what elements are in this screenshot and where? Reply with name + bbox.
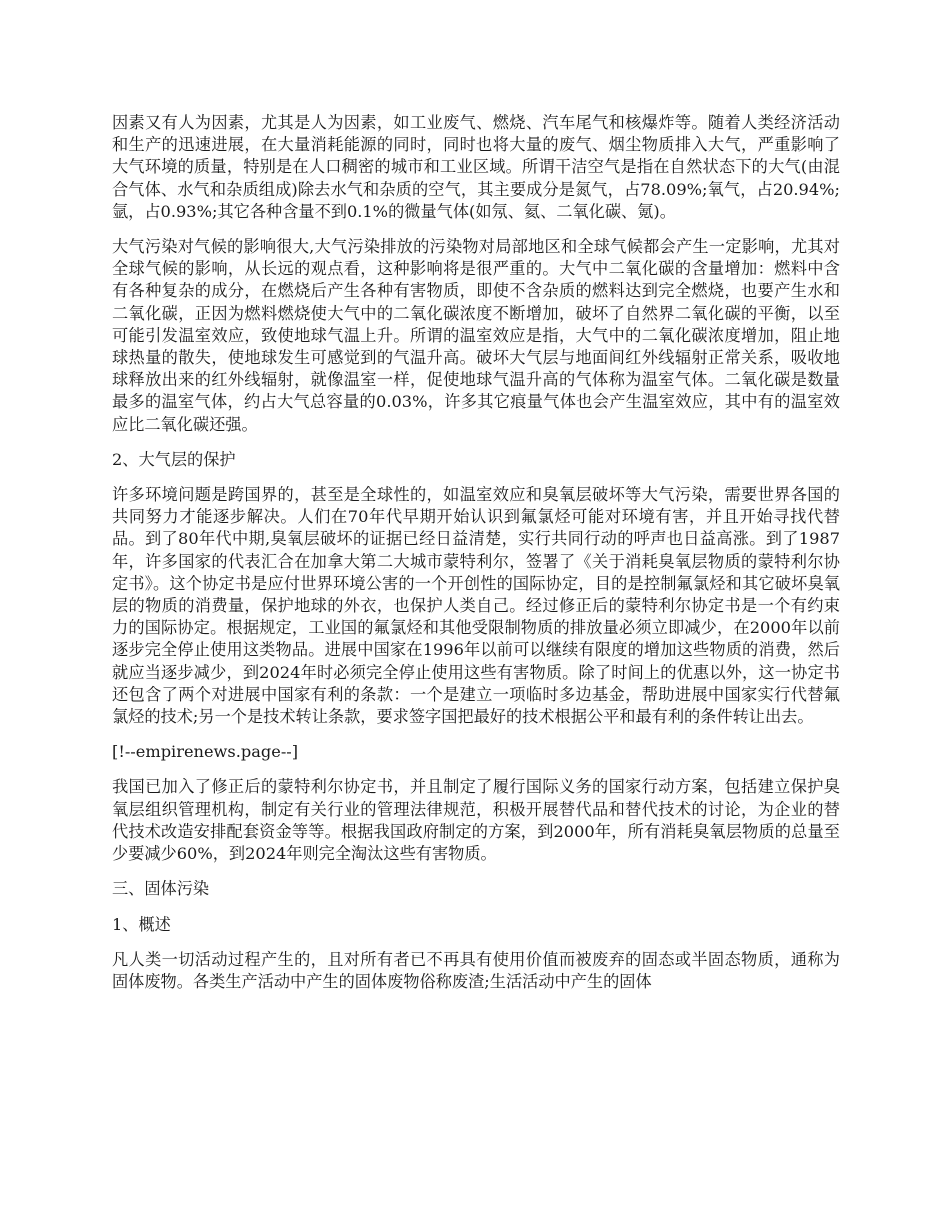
document-page bbox=[112, 112, 840, 1006]
paragraph-climate-impact: 大气污染对气候的影响很大,大气污染排放的污染物对局部地区和全球气候都会产生一定影响，尤其对全球气候的影响，从长远的观点看，这种影响将是很严重的。大气中二氧化碳的含量增加：燃料中含有各种复杂的成分，在燃烧后产生各种有害物质，即使不含杂质的燃料达到完全燃烧，也要产生水和二氧化碳，正因为燃料燃烧使大气中的二氧化碳浓度不断增加，破坏了自然界二氧化碳的平衡，以至可能引发温室效应，致使地球气温上升。所谓的温室效应是指，大气中的二氧化碳浓度增加，阻止地球热量的散失，使地球发生可感觉到的气温升高。破坏大气层与地面间红外线辐射正常关系，吸收地球释放出来的红外线辐射，就像温室一样，促使地球气温升高的气体称为温室气体。二氧化碳是数量最多的温室气体，约占大气总容量的0.03%，许多其它痕量气体也会产生温室效应，其中有的温室效应比二氧化碳还强。 bbox=[112, 237, 840, 434]
paragraph-solid-waste-definition: 凡人类一切活动过程产生的，且对所有者已不再具有使用价值而被废弃的固态或半固态物质，通称为固体废物。各类生产活动中产生的固体废物俗称废渣;生活活动中产生的固体 bbox=[112, 949, 840, 991]
paragraph-air-pollution-sources: 因素又有人为因素，尤其是人为因素，如工业废气、燃烧、汽车尾气和核爆炸等。随着人类经济活动和生产的迅速进展，在大量消耗能源的同时，同时也将大量的废气、烟尘物质排入大气，严重影响了大气环境的质量，特别是在人口稠密的城市和工业区域。所谓干洁空气是指在自然状态下的大气(由混合气体、水气和杂质组成)除去水气和杂质的空气，其主要成分是氮气，占78.09%;氧气，占20.94%;氩，占0.93%;其它各种含量不到0.1%的微量气体(如氖、氦、二氧化碳、氪)。 bbox=[112, 113, 840, 221]
paragraph-china-action-plan: 我国已加入了修正后的蒙特利尔协定书，并且制定了履行国际义务的国家行动方案，包括建立保护臭氧层组织管理机构，制定有关行业的管理法律规范，积极开展替代品和替代技术的讨论，为企业的替代技术改造安排配套资金等等。根据我国政府制定的方案，到2000年，所有消耗臭氧层物质的总量至少要减少60%，到2024年则完全淘汰这些有害物质。 bbox=[112, 777, 840, 864]
heading-atmosphere-protection: 2、大气层的保护 bbox=[112, 449, 236, 469]
heading-solid-pollution: 三、固体污染 bbox=[112, 879, 210, 899]
paragraph-montreal-protocol: 许多环境问题是跨国界的，甚至是全球性的，如温室效应和臭氧层破坏等大气污染，需要世界各国的共同努力才能逐步解决。人们在70年代早期开始认识到氟氯烃可能对环境有害，并且开始寻找代替品。到了80年代中期,臭氧层破坏的证据已经日益清楚，实行共同行动的呼声也日益高涨。到了1987年，许多国家的代表汇合在加拿大第二大城市蒙特利尔，签署了《关于消耗臭氧层物质的蒙特利尔协定书》。这个协定书是应付世界环境公害的一个开创性的国际协定，目的是控制氟氯烃和其它破坏臭氧层的物质的消费量，保护地球的外衣，也保护人类自己。经过修正后的蒙特利尔协定书是一个有约束力的国际协定。根据规定，工业国的氟氯烃和其他受限制物质的排放量必须立即减少，在2000年以前逐步完全停止使用这类物品。进展中国家在1996年以前可以继续有限度的增加这些物质的消费，然后就应当逐步减少，到2024年时必须完全停止使用这些有害物质。除了时间上的优惠以外，这一协定书还包含了两个对进展中国家有利的条款：一个是建立一项临时多边基金，帮助进展中国家实行代替氟氯烃的技术;另一个是技术转让条款，要求签字国把最好的技术根据公平和最有利的条件转让出去。 bbox=[112, 485, 840, 727]
page-break-marker: [!--empirenews.page--] bbox=[112, 742, 299, 762]
heading-overview: 1、概述 bbox=[112, 914, 171, 934]
